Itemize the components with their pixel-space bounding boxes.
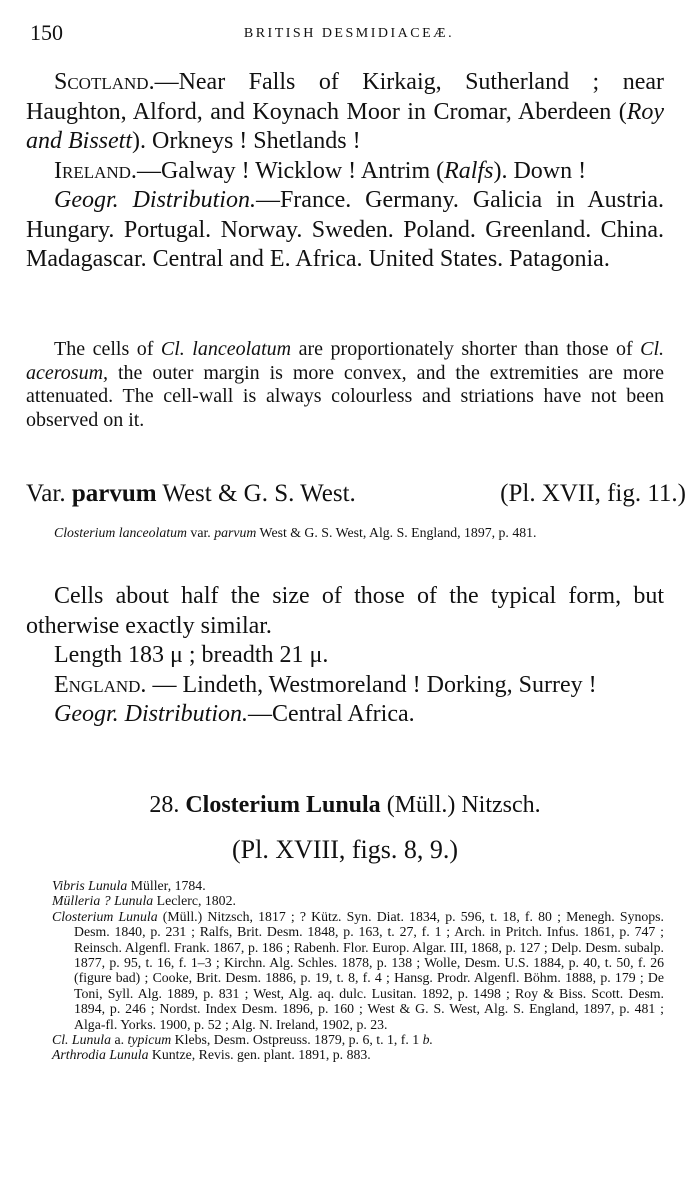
scotland-record <box>26 68 664 157</box>
ireland-authors: Ralfs <box>444 157 494 184</box>
ireland-label: Ireland. <box>54 157 137 184</box>
variety-synonym <box>54 525 686 540</box>
scotland-text: —Near Falls of Kirkaig, Sutherland ; near Haughton, Alford, and Koynach Moor in Cromar, Aberdeen ( <box>26 69 664 125</box>
geogr-text: —France. Germany. Galicia in Austria. Hungary. Portugal. Norway. Sweden. Poland. Greenland. China. Madagascar. Central and E. Africa. United States. Patagonia. <box>26 187 665 272</box>
comparison-text-1: The cells of <box>54 338 161 360</box>
ireland-record <box>26 157 664 187</box>
syn4-b: b. <box>422 1032 433 1048</box>
variety-syn-epithet: parvum <box>214 525 257 540</box>
syn4-mid: a. <box>111 1032 128 1048</box>
variety-name: parvum <box>71 480 157 507</box>
scotland-authors: Roy and Bissett <box>26 98 664 154</box>
variety-desc-text: Cells about half the size of those of the typical form, but otherwise exactly similar. <box>26 583 664 639</box>
geographic-distribution <box>26 186 664 275</box>
syn5-name: Arthrodia Lunula <box>52 1047 149 1063</box>
syn5-rest: Kuntze, Revis. gen. plant. 1891, p. 883. <box>148 1047 371 1063</box>
ireland-text: —Galway ! Wicklow ! Antrim ( <box>136 157 445 184</box>
species-heading <box>26 792 664 819</box>
variety-prefix: Var. <box>26 480 72 507</box>
scotland-label: Scotland. <box>54 69 155 95</box>
synonym-item <box>52 909 664 1032</box>
species-number: 28. <box>149 792 180 818</box>
syn4-name: Cl. Lunula <box>52 1032 112 1048</box>
ireland-end: ). Down ! <box>493 157 587 184</box>
scotland-end: ). Orkneys ! Shetlands ! <box>132 128 361 154</box>
syn1-name: Vibris Lunula <box>52 878 128 893</box>
syn3-name: Closterium Lunula <box>52 908 158 924</box>
geogr-label: Geogr. Distribution. <box>54 187 256 213</box>
variety-syn-genus: Closterium lanceolatum <box>54 525 187 540</box>
syn4-name2: typicum <box>127 1032 172 1048</box>
page-number: 150 <box>30 20 63 45</box>
comparison-paragraph <box>26 338 664 432</box>
syn4-rest: Klebs, Desm. Ostpreuss. 1879, p. 6, t. 1, f. 1 <box>171 1032 423 1048</box>
syn2-rest: Leclerc, 1802. <box>153 893 236 909</box>
comparison-text-3: the outer margin is more convex, and the extremities are more attenuated. The cell-wall is always colourless and striations have not been observed on it. <box>26 361 664 431</box>
syn1-rest: Müller, 1784. <box>127 878 206 893</box>
synonym-item <box>52 878 664 893</box>
england-text: — Lindeth, Westmoreland ! Dorking, Surrey ! <box>146 671 597 698</box>
variety-plate: (Pl. XVII, fig. 11.) <box>500 480 686 507</box>
species-plate: (Pl. XVIII, figs. 8, 9.) <box>231 835 459 864</box>
species-authority: (Müll.) Nitzsch. <box>386 792 541 818</box>
variety-syn-var: var. <box>186 525 215 540</box>
variety-geogr-text: —Central Africa. <box>248 701 415 727</box>
synonym-item <box>52 1047 664 1062</box>
synonym-item <box>52 1032 664 1047</box>
species-name: Closterium Lunula <box>185 792 381 818</box>
synonymy-list <box>52 878 664 1063</box>
running-header <box>30 20 668 50</box>
variety-authors: West & G. S. West. <box>156 480 356 507</box>
variety-syn-rest: West & G. S. West, Alg. S. England, 1897, p. 481. <box>256 525 537 540</box>
comparison-text-2: are proportionately shorter than those of <box>291 338 641 360</box>
variety-description <box>26 582 664 730</box>
variety-geogr <box>26 700 664 730</box>
syn2-name: Mülleria ? Lunula <box>52 893 154 909</box>
variety-measurements: Length 183 μ ; breadth 21 μ. <box>54 642 329 668</box>
syn3-rest: (Müll.) Nitzsch, 1817 ; ? Kütz. Syn. Diat. 1834, p. 596, t. 18, f. 80 ; Menegh. Synops. Desm. 1840, p. 231 ; Ralfs, Brit. Desm. 1848, p. 163, t. 27, f. 1 ; Arch. in Pritch. Infus. 1861, p. 747 ; Reinsch. Algenfl. Frank. 1867, p. 186 ; Rabenh. Flor. Europ. Algar. III, 1868, p. 127 ; Delp. Desm. subalp. 1877, p. 95, t. 16, f. 1–3 ; Kirchn. Alg. Schles. 1878, p. 138 ; Wolle, Desm. U.S. 1884, p. 40, t. 50, f. 26 (figure bad) ; Cooke, Brit. Desm. 1886, p. 19, t. 8, f. 4 ; Hansg. Prodr. Algenfl. Böhm. 1888, p. 179 ; De Toni, Syll. Alg. 1889, p. 831 ; West, Alg. aq. dulc. Lusitan. 1892, p. 1498 ; Roy & Biss. Scott. Desm. 1894, p. 246 ; Nordst. Index Desm. 1896, p. 160 ; West & G. S. West, Alg. S. England, 1897, p. 481 ; Alga-fl. Yorks. 1900, p. 52 ; Alg. N. Ireland, 1902, p. 23. <box>74 908 665 1032</box>
species-ref-acerosum: Cl. acerosum, <box>26 338 665 384</box>
running-title: BRITISH DESMIDIACEÆ. <box>243 26 455 41</box>
england-label: England. <box>54 671 147 698</box>
synonym-item <box>52 893 664 908</box>
variety-geogr-label: Geogr. Distribution. <box>54 701 249 727</box>
distribution-paragraph <box>26 68 664 275</box>
variety-heading <box>26 480 686 508</box>
species-ref-lanceolatum: Cl. lanceolatum <box>160 338 292 360</box>
variety-england-record <box>26 671 664 701</box>
